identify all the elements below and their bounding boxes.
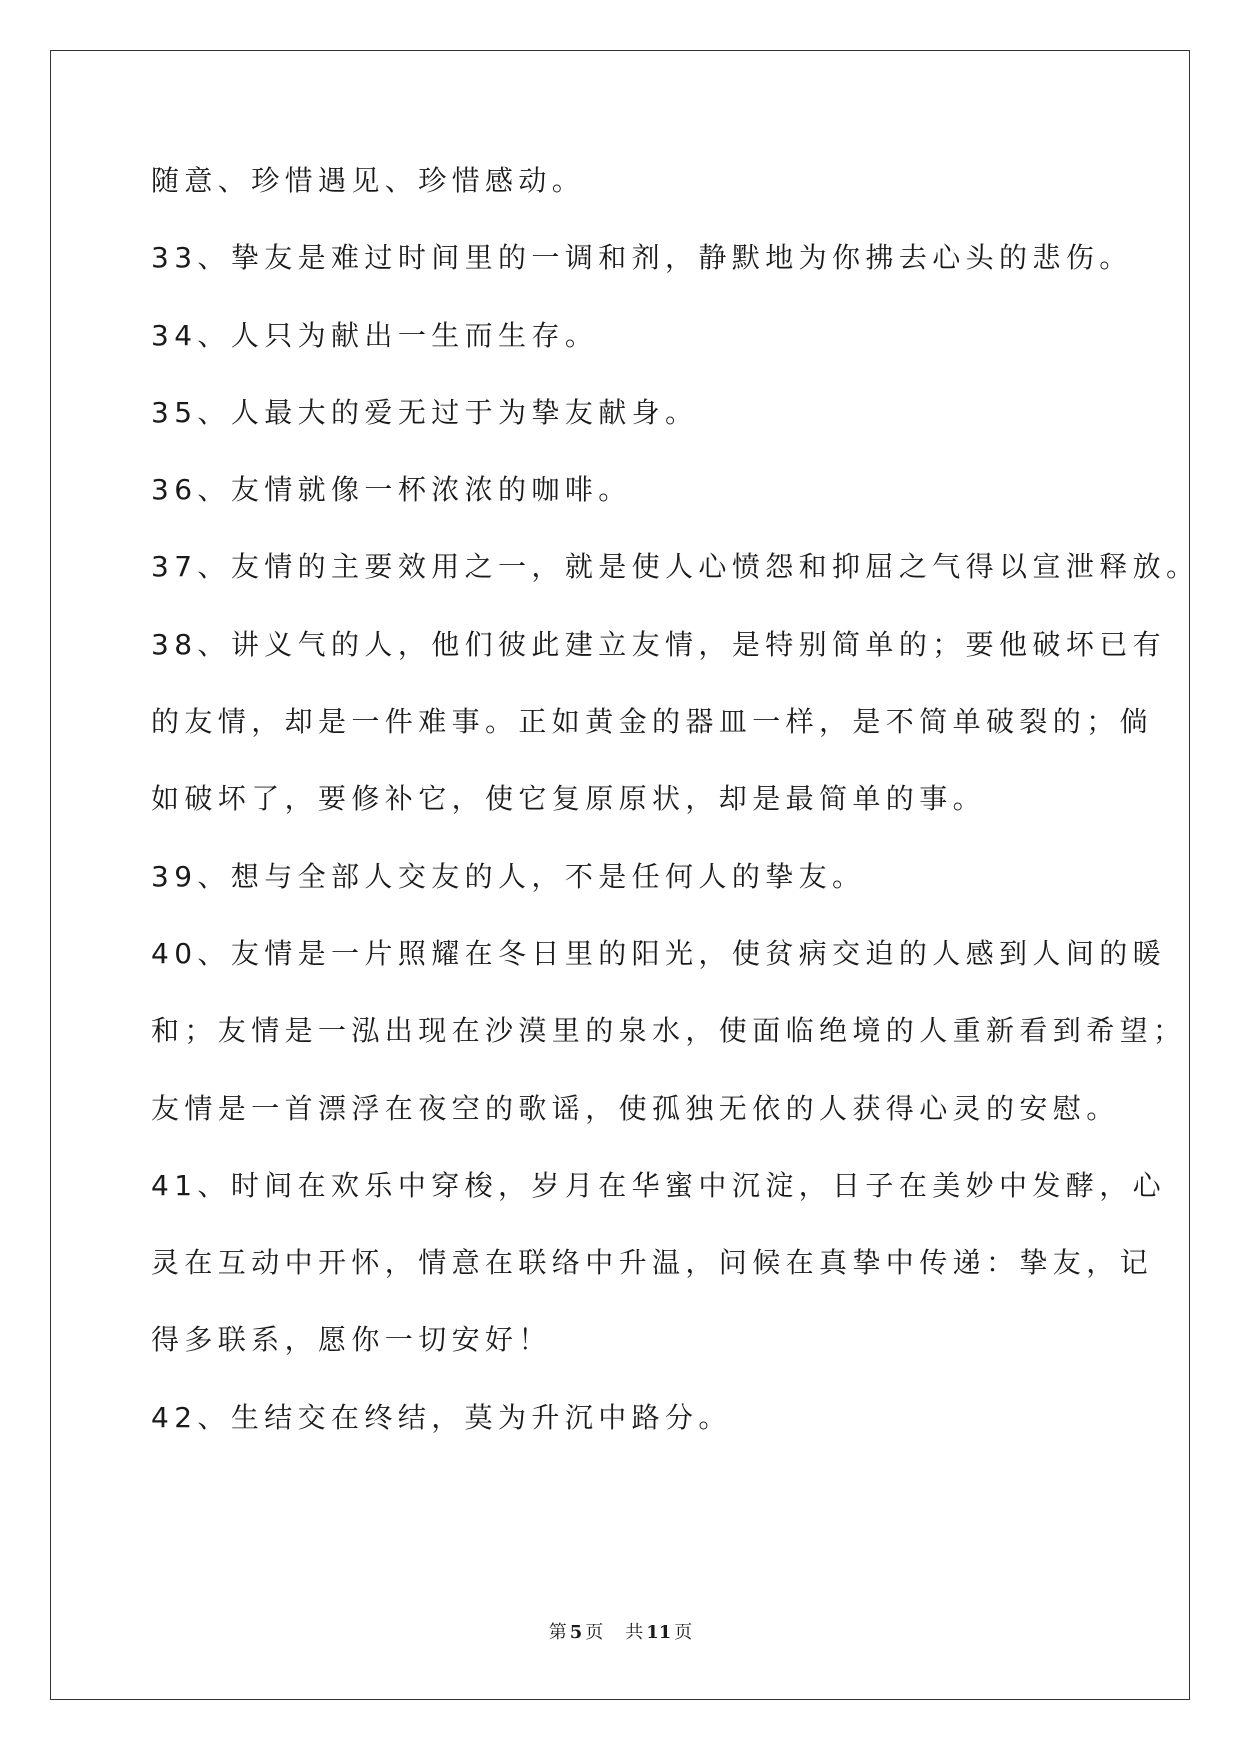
text-line: 的友情，却是一件难事。正如黄金的器皿一样，是不简单破裂的；倘 [151,705,1154,739]
document-body [151,164,1200,1480]
text-line: 33、挚友是难过时间里的一调和剂，静默地为你拂去心头的悲伤。 [151,241,1133,275]
page-number: 5 [569,1622,583,1643]
text-line: 39、想与全部人交友的人，不是任何人的挚友。 [151,859,866,893]
text-line: 友情是一首漂浮在夜空的歌谣，使孤独无依的人获得心灵的安慰。 [151,1091,1120,1125]
text-line: 36、友情就像一杯浓浓的咖啡。 [151,473,632,507]
page-suffix: 页 [585,1622,604,1643]
text-line: 和；友情是一泓出现在沙漠里的泉水，使面临绝境的人重新看到希望； [151,1014,1187,1048]
text-line: 40、友情是一片照耀在冬日里的阳光，使贫病交迫的人感到人间的暖 [151,936,1167,970]
total-prefix: 共 [625,1622,644,1643]
text-line: 得多联系，愿你一切安好！ [151,1323,552,1357]
text-line: 灵在互动中开怀，情意在联络中升温，问候在真挚中传递：挚友，记 [151,1246,1154,1280]
text-line: 随意、珍惜遇见、珍惜感动。 [151,164,586,197]
text-line: 38、讲义气的人，他们彼此建立友情，是特别简单的；要他破坏已有 [151,627,1167,661]
page-prefix: 第 [548,1622,567,1643]
text-line: 41、时间在欢乐中穿梭，岁月在华蜜中沉淀，日子在美妙中发酵，心 [151,1168,1167,1202]
page-total: 11 [646,1622,672,1643]
text-line: 34、人只为献出一生而生存。 [151,318,599,352]
total-suffix: 页 [674,1622,693,1643]
text-line: 35、人最大的爱无过于为挚友献身。 [151,395,699,429]
text-line: 如破坏了，要修补它，使它复原原状，却是最简单的事。 [151,782,987,816]
text-line: 42、生结交在终结，莫为升沉中路分。 [151,1400,732,1434]
text-line: 37、友情的主要效用之一，就是使人心愤怨和抑屈之气得以宣泄释放。 [151,550,1200,584]
page-footer [0,1618,1241,1644]
